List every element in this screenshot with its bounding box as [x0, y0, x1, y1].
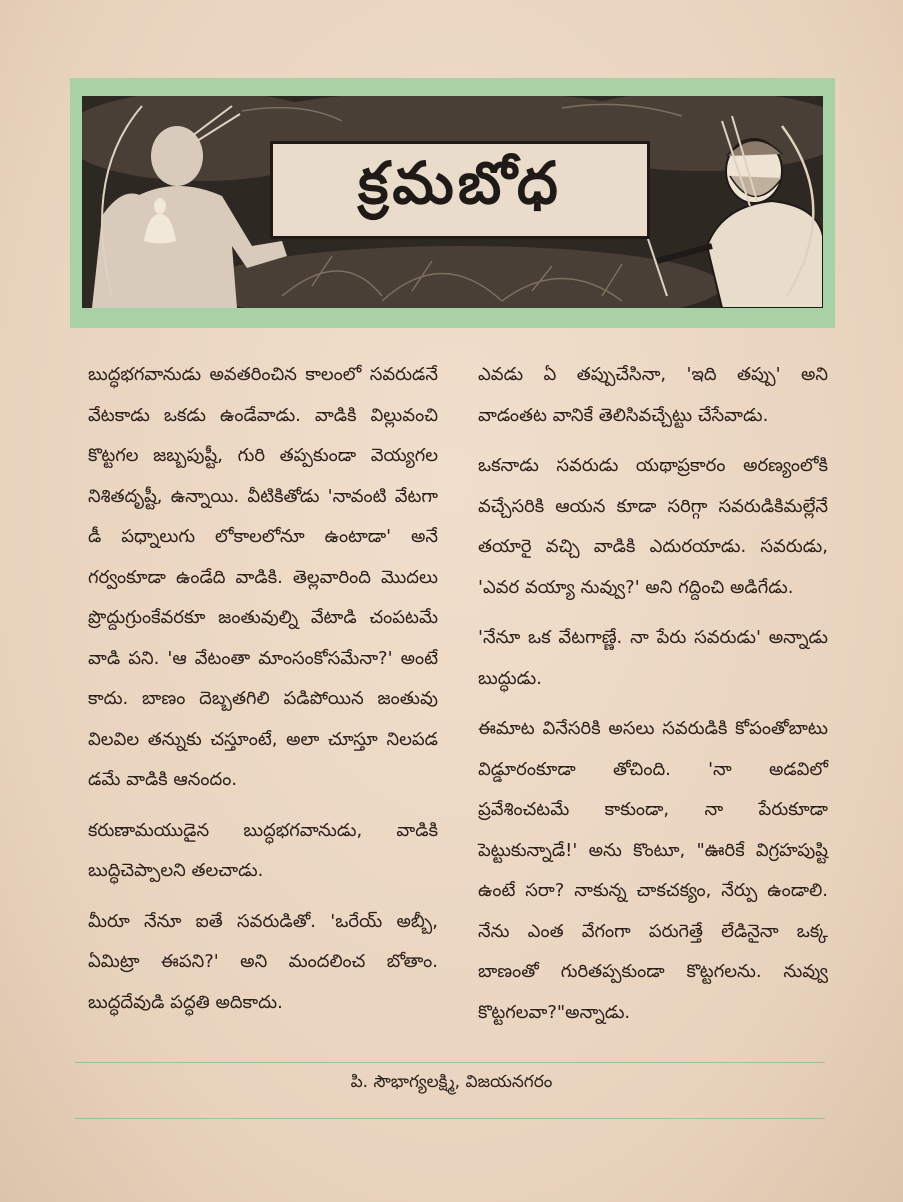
title-plaque — [270, 141, 650, 239]
paragraph: ఒకనాడు సవరుడు యథాప్రకారం అరణ్యంలోకి వచ్చేసరికి ఆయన కూడా సరిగ్గా సవరుడికిమల్లేనే తయారై వచ్చి వాడికి ఎదురయాడు. సవరుడు, 'ఎవర వయ్యా నువ్వు?' అని గద్దించి అడిగేడు. — [478, 455, 828, 598]
story-title: క్రమబోధ — [358, 148, 562, 217]
paragraph: కరుణామయుడైన బుద్ధభగవానుడు, వాడికి బుద్ధిచెప్పాలని తలచాడు. — [88, 819, 438, 881]
right-column — [478, 355, 828, 1043]
paragraph: బుద్ధభగవానుడు అవతరించిన కాలంలో సవరుడనే వేటకాడు ఒకడు ఉండేవాడు. వాడికి విల్లువంచి కొట్టగల జబ్బపుష్టీ, గురి తప్పకుండా వెయ్యగల నిశితదృష్టీ, ఉన్నాయి. వీటికితోడు 'నావంటి వేటగా డీ పధ్నాలుగు లోకాలలోనూ ఉంటాడా' అనే గర్వంకూడా ఉండేది వాడికి. తెల్లవారింది మొదలు ప్రొద్దుగ్రుంకేవరకూ జంతువుల్ని వేటాడి చంపటమే వాడి పని. 'ఆ వేటంతా మాంసంకోసమేనా?' అంటే కాదు. బాణం దెబ్బతగిలి పడిపోయిన జంతువు విలవిల తన్నుకు చస్తూంటే, అలా చూస్తూ నిలపడ డమే వాడికి ఆనందం. — [88, 364, 438, 790]
banner-illustration — [82, 96, 823, 308]
left-column — [88, 355, 438, 1033]
paragraph: మీరూ నేనూ ఐతే సవరుడితో. 'ఒరేయ్ అబ్బీ, ఏమిట్రా ఈపని?' అని మందలించ బోతాం. బుద్ధదేవుడి పద్ధతి అదికాదు. — [88, 910, 438, 1013]
paragraph: ఈమాట వినేసరికి అసలు సవరుడికి కోపంతోబాటు విడ్డూరంకూడా తోచింది. 'నా అడవిలో ప్రవేశించటమే కాకుండా, నా పేరుకూడా పెట్టుకున్నాడే!' అను కొంటూ, "ఊరికే విగ్రహపుష్టి ఉంటే సరా? నాకున్న చాకచక్యం, నేర్పు ఉండాలి. నేను ఎంత వేగంగా పరుగెత్తే లేడినైనా ఒక్క బాణంతో గురితప్పకుండా కొట్టగలను. నువ్వు కొట్టగలవా?"అన్నాడు. — [478, 718, 828, 1023]
title-banner — [70, 78, 835, 328]
story-body — [88, 355, 828, 1055]
divider-top — [75, 1062, 825, 1063]
paragraph: 'నేనూ ఒక వేటగాణ్ణే. నా పేరు సవరుడు' అన్నాడు బుద్ధుడు. — [478, 627, 828, 689]
divider-bottom — [75, 1118, 825, 1119]
author-credit: పి. సౌభాగ్యలక్ష్మి, విజయనగరం — [350, 1072, 553, 1092]
paragraph: ఎవడు ఏ తప్పుచేసినా, 'ఇది తప్పు' అని వాడంతట వానికే తెలిసివచ్చేట్టు చేసేవాడు. — [478, 364, 828, 426]
